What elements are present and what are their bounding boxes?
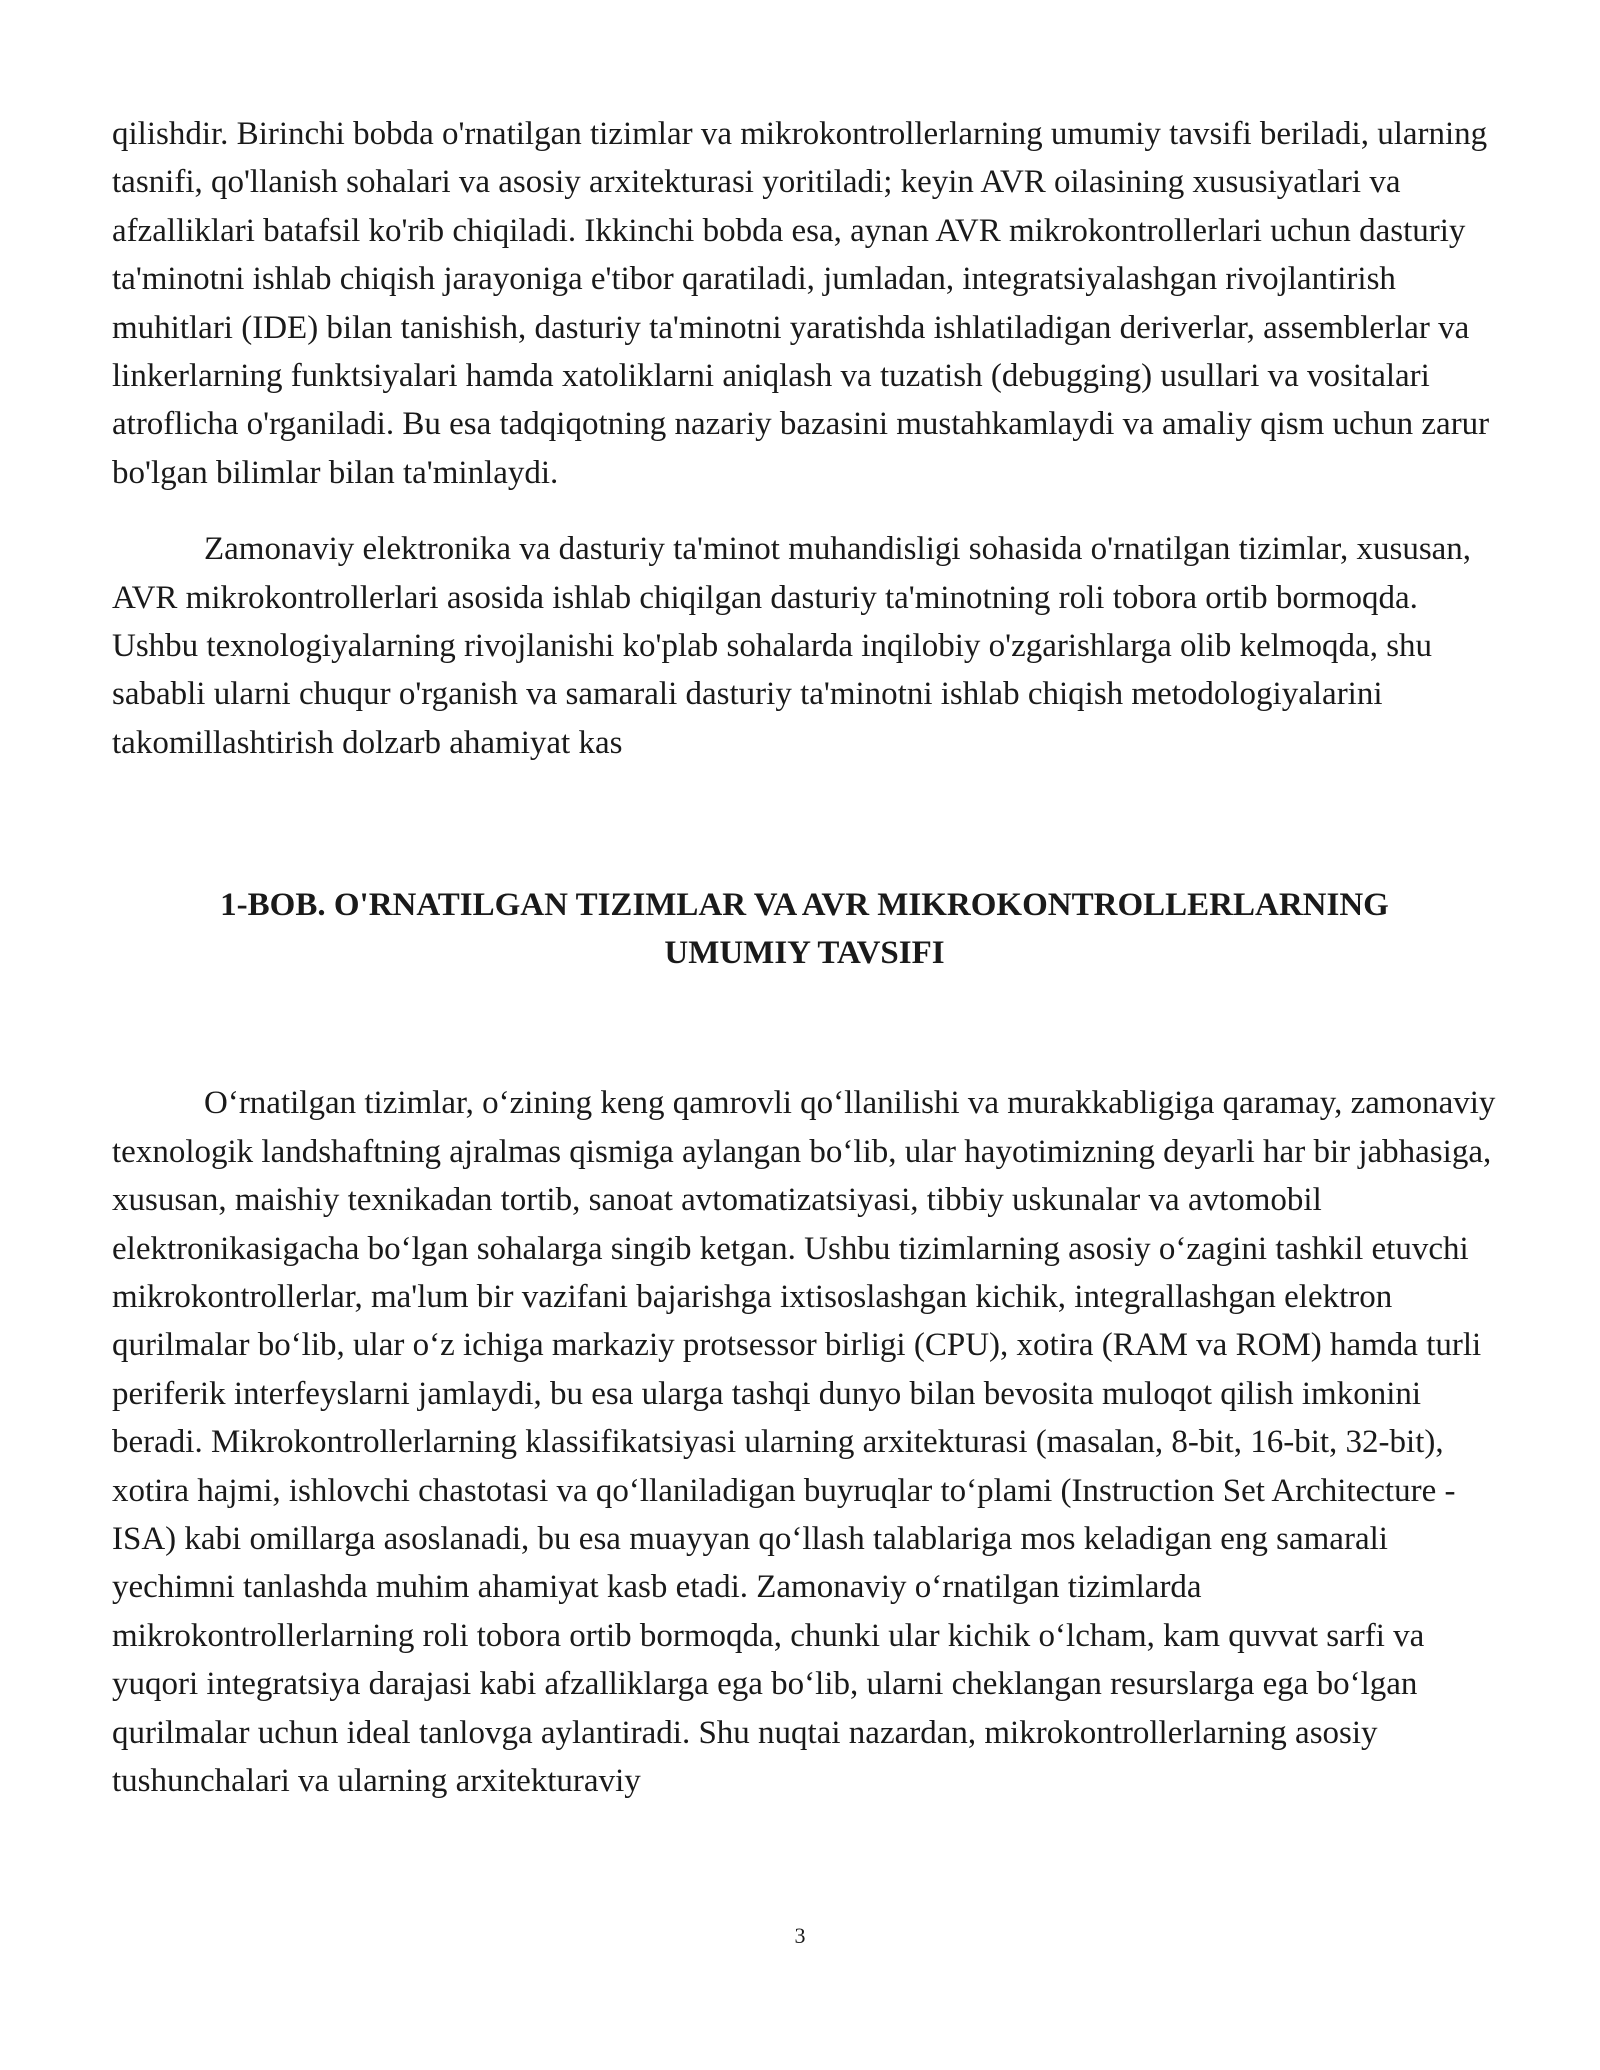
chapter-heading xyxy=(112,881,1497,977)
document-page xyxy=(112,110,1497,1805)
page-number: 3 xyxy=(794,1923,806,1948)
chapter-heading-line1: 1-BOB. O'RNATILGAN TIZIMLAR VA AVR MIKROKONTROLLERLARNING xyxy=(220,887,1389,924)
paragraph-intro-continuation: qilishdir. Birinchi bobda o'rnatilgan tizimlar va mikrokontrollerlarning umumiy tavsifi beriladi, ularning tasnifi, qo'llanish sohalari va asosiy arxitekturasi yoritiladi; keyin AVR oilasining xususiyatlari va afzalliklari batafsil ko'rib chiqiladi. Ikkinchi bobda esa, aynan AVR mikrokontrollerlari uchun dasturiy ta'minotni ishlab chiqish jarayoniga e'tibor qaratiladi, jumladan, integratsiyalashgan rivojlantirish muhitlari (IDE) bilan tanishish, dasturiy ta'minotni yaratishda ishlatiladigan deriverlar, assemblerlar va linkerlarning funktsiyalari hamda xatoliklarni aniqlash va tuzatish (debugging) usullari va vositalari atroflicha o'rganiladi. Bu esa tadqiqotning nazariy bazasini mustahkamlaydi va amaliy qism uchun zarur bo'lgan bilimlar bilan ta'minlaydi. xyxy=(112,116,1490,491)
paragraph-chapter-body: O‘rnatilgan tizimlar, o‘zining keng qamrovli qo‘llanilishi va murakkabligiga qaramay, zamonaviy texnologik landshaftning ajralmas qismiga aylangan bo‘lib, ular hayotimizning deyarli har bir jabhasiga, xususan, maishiy texnikadan tortib, sanoat avtomatizatsiyasi, tibbiy uskunalar va avtomobil elektronikasigacha bo‘lgan sohalarga singib ketgan. Ushbu tizimlarning asosiy o‘zagini tashkil etuvchi mikrokontrollerlar, ma'lum bir vazifani bajarishga ixtisoslashgan kichik, integrallashgan elektron qurilmalar bo‘lib, ular o‘z ichiga markaziy protsessor birligi (CPU), xotira (RAM va ROM) hamda turli periferik interfeyslarni jamlaydi, bu esa ularga tashqi dunyo bilan bevosita muloqot qilish imkonini beradi. Mikrokontrollerlarning klassifikatsiyasi ularning arxitekturasi (masalan, 8-bit, 16-bit, 32-bit), xotira hajmi, ishlovchi chastotasi va qo‘llaniladigan buyruqlar to‘plami (Instruction Set Architecture - ISA) kabi omillarga asoslanadi, bu esa muayyan qo‘llash talablariga mos keladigan eng samarali yechimni tanlashda muhim ahamiyat kasb etadi. Zamonaviy o‘rnatilgan tizimlarda mikrokontrollerlarning roli tobora ortib bormoqda, chunki ular kichik o‘lcham, kam quvvat sarfi va yuqori integratsiya darajasi kabi afzalliklarga ega bo‘lib, ularni cheklangan resurslarga ega bo‘lgan qurilmalar uchun ideal tanlovga aylantiradi. Shu nuqtai nazardan, mikrokontrollerlarning asosiy tushunchalari va ularning arxitekturaviy xyxy=(112,1085,1496,1799)
paragraph-relevance: Zamonaviy elektronika va dasturiy ta'minot muhandisligi sohasida o'rnatilgan tizimlar, xususan, AVR mikrokontrollerlari asosida ishlab chiqilgan dasturiy ta'minotning roli tobora ortib bormoqda. Ushbu texnologiyalarning rivojlanishi ko'plab sohalarda inqilobiy o'zgarishlarga olib kelmoqda, shu sababli ularni chuqur o'rganish va samarali dasturiy ta'minotni ishlab chiqish metodologiyalarini takomillashtirish dolzarb ahamiyat kas xyxy=(112,531,1472,761)
chapter-heading-line2: UMUMIY TAVSIFI xyxy=(664,935,945,972)
